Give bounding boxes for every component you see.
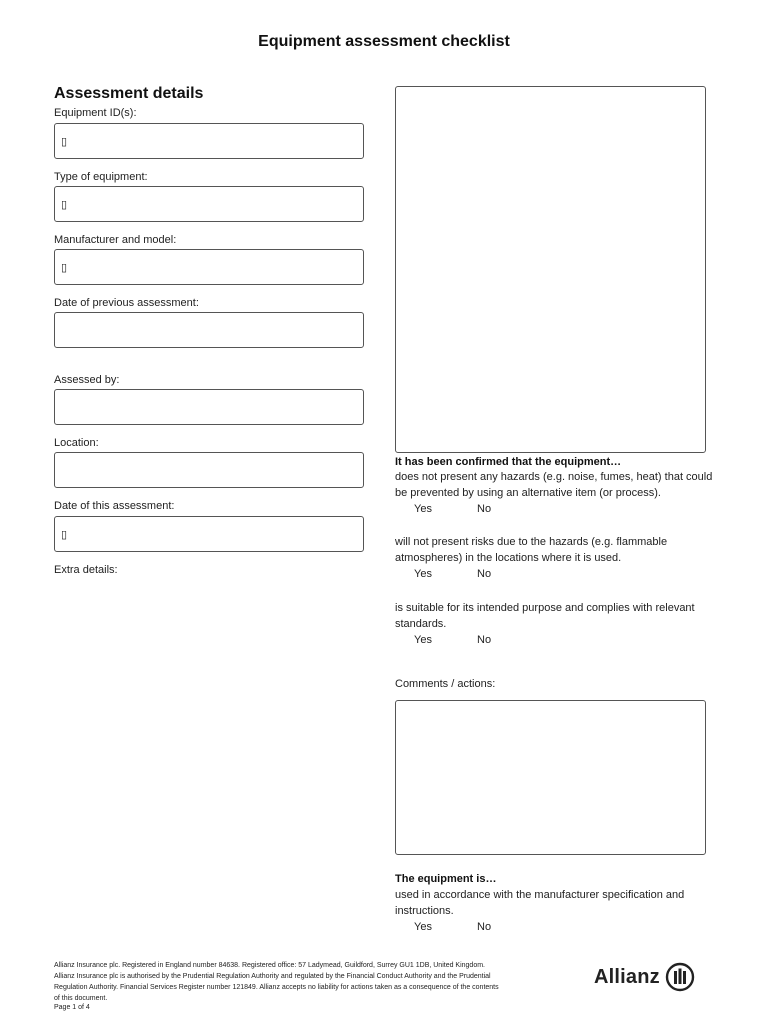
allianz-eagle-icon — [665, 962, 695, 992]
location-field[interactable] — [54, 452, 364, 488]
assessment-date-input[interactable] — [61, 523, 351, 545]
location-input[interactable] — [61, 459, 351, 481]
question-risks-text: will not present risks due to the hazards (e.g. flammable atmospheres) in the locations where it is used. — [395, 536, 668, 564]
allianz-logo — [594, 962, 695, 992]
equipment-is-heading: The equipment is… — [395, 873, 497, 885]
equipment-type-field[interactable] — [54, 186, 364, 222]
question-suitable-yes[interactable]: Yes — [414, 634, 432, 646]
question-suitable-text: is suitable for its intended purpose and complies with relevant standards. — [395, 602, 695, 630]
previous-assessment-date-label: Date of previous assessment: — [54, 297, 199, 309]
manufacturer-model-field[interactable] — [54, 249, 364, 285]
assessed-by-field[interactable] — [54, 389, 364, 425]
assessment-details-heading: Assessment details — [54, 85, 204, 102]
question-risks-yes[interactable]: Yes — [414, 568, 432, 580]
previous-assessment-date-field[interactable] — [54, 312, 364, 348]
assessed-by-label: Assessed by: — [54, 374, 120, 386]
question-risks-no[interactable]: No — [477, 568, 492, 580]
extra-details-textarea[interactable] — [395, 86, 706, 453]
previous-assessment-date-input[interactable] — [61, 319, 351, 341]
footer-legal-text: Allianz Insurance plc. Registered in England number 84638. Registered office: 57 Ladymead, Guildford, Surrey GU1 1DB, United Kingdom. Allianz Insurance plc is authorised by the Prudential Regulation Authority and regulated by the Financial Conduct Authority and the Prudential Regulation Authority. Financial Services Register number 121849. Allianz accepts no liability for actions taken as a consequence of the contents of this document. — [54, 962, 499, 1002]
logo-wordmark: Allianz — [594, 965, 660, 988]
question-manufacturer-spec-text: used in accordance with the manufacturer specification and instructions. — [395, 889, 685, 917]
comments-textarea[interactable] — [395, 700, 706, 855]
equipment-id-input[interactable] — [61, 130, 351, 152]
page-title: Equipment assessment checklist — [258, 33, 510, 50]
manufacturer-model-label: Manufacturer and model: — [54, 234, 177, 246]
equipment-id-field[interactable] — [54, 123, 364, 159]
question-suitable-no[interactable]: No — [477, 634, 492, 646]
manufacturer-model-input[interactable] — [61, 256, 351, 278]
equipment-type-label: Type of equipment: — [54, 171, 148, 183]
question-hazards-yes[interactable]: Yes — [414, 503, 432, 515]
question-hazards-no[interactable]: No — [477, 503, 492, 515]
comments-label: Comments / actions: — [395, 678, 496, 690]
question-manufacturer-spec-yes[interactable]: Yes — [414, 921, 432, 933]
page-number: Page 1 of 4 — [54, 1004, 90, 1011]
location-label: Location: — [54, 437, 99, 449]
assessed-by-input[interactable] — [61, 396, 351, 418]
extra-details-label: Extra details: — [54, 564, 118, 576]
equipment-type-input[interactable] — [61, 193, 351, 215]
question-manufacturer-spec-no[interactable]: No — [477, 921, 492, 933]
confirmed-heading: It has been confirmed that the equipment… — [395, 456, 622, 468]
equipment-id-label: Equipment ID(s): — [54, 107, 137, 119]
assessment-date-field[interactable] — [54, 516, 364, 552]
assessment-date-label: Date of this assessment: — [54, 500, 175, 512]
question-hazards-text: does not present any hazards (e.g. noise, fumes, heat) that could be prevented by using an alternative item (or process). — [395, 471, 713, 499]
